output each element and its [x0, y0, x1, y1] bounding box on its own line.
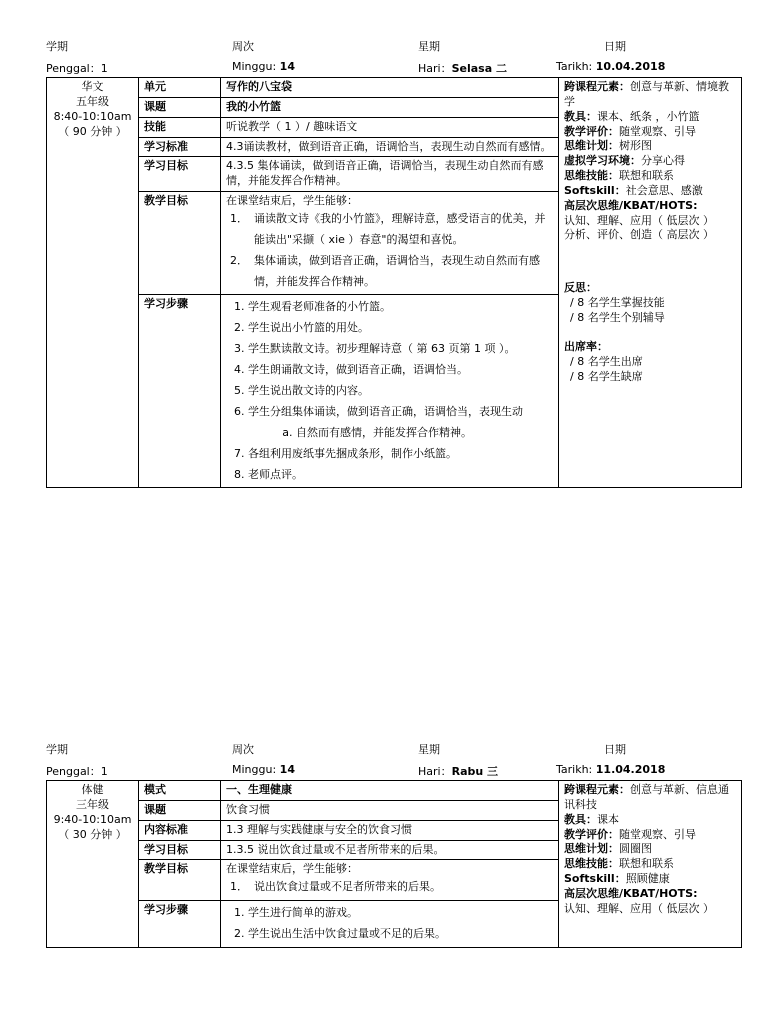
- step-item: 1. 学生进行简单的游戏。: [248, 903, 553, 924]
- attendance-1: / 8 名学生出席: [570, 354, 643, 368]
- step-item: 6. 学生分组集体诵读，做到语音正确，语调恰当，表现生动 a. 自然而有感情，并能发挥合作精神。: [248, 402, 553, 444]
- time-range: 9:40-10:10am: [53, 812, 132, 826]
- lesson-plan-2: [46, 739, 741, 940]
- duration: （ 30 分钟 ）: [58, 827, 127, 841]
- lesson-table: [46, 780, 742, 948]
- standard-label: 学习标准: [139, 137, 221, 157]
- teaching-goal-label: 教学目标: [139, 860, 221, 901]
- date-value: Tarikh: 11.04.2018: [556, 763, 666, 776]
- teaching-goal-item: 2． 集体诵读，做到语音正确，语调恰当，表现生动自然而有感情，并能发挥合作精神。: [230, 253, 540, 288]
- lesson-plan-1: [46, 36, 741, 481]
- objective-label: 学习目标: [139, 840, 221, 860]
- term-value: Penggal：1: [46, 765, 108, 778]
- skill-value: 听说教学（ 1 ）/ 趣味语文: [221, 117, 559, 137]
- step-item: 8. 老师点评。: [248, 465, 553, 486]
- assessment: 教学评价：随堂观察、引导: [564, 124, 696, 138]
- unit-label: 单元: [139, 78, 221, 98]
- day-label: 星期: [418, 743, 440, 756]
- thinking-skill: 思维技能：联想和联系: [564, 169, 674, 183]
- standard-value: 4.3诵读教材，做到语音正确，语调恰当，表现生动自然而有感情。: [221, 137, 559, 157]
- date-value: Tarikh: 10.04.2018: [556, 60, 666, 73]
- mode-label: 模式: [139, 781, 221, 801]
- objective-value: 1.3.5 说出饮食过量或不足者所带来的后果。: [221, 840, 559, 860]
- steps-value: [221, 295, 559, 488]
- cross-curricular: 跨课程元素：创意与革新、情境教学: [564, 80, 729, 108]
- plan-header: [46, 36, 741, 76]
- teaching-goal-value: 在课堂结束后，学生能够： 1． 诵读散文诗《我的小竹篮》，理解诗意，感受语言的优美，并能读出"采撷（ xie ）春意"的渴望和喜悦。 2． 集体诵读，做到语音正确，语调恰当，表现生动自然而有感情，并能发挥合作精神。: [221, 192, 559, 295]
- teaching-aids: 教具：课本、纸条 ，小竹篮: [564, 109, 700, 123]
- duration: （ 90 分钟 ）: [58, 124, 127, 138]
- teaching-goal-item: 1． 说出饮食过量或不足者所带来的后果。: [230, 880, 441, 894]
- side-notes: [559, 781, 742, 948]
- week-label: 周次: [232, 40, 254, 53]
- teaching-goal-label: 教学目标: [139, 192, 221, 295]
- unit-value: 写作的八宝袋: [221, 78, 559, 98]
- subject-cell: [47, 78, 139, 488]
- virtual-env: 虚拟学习环境：分享心得: [564, 154, 685, 168]
- grade: 三年级: [76, 797, 109, 811]
- steps-label: 学习步骤: [139, 901, 221, 948]
- lesson-table: [46, 77, 742, 488]
- reflection-2: / 8 名学生个别辅导: [570, 310, 665, 324]
- step-sub-item: a. 自然而有感情，并能发挥合作精神。: [296, 423, 553, 444]
- semester-label: 学期: [46, 40, 68, 53]
- step-item: 1. 学生观看老师准备的小竹篮。: [248, 297, 553, 318]
- assessment: 教学评价：随堂观察、引导: [564, 827, 696, 841]
- step-item: 2. 学生说出生活中饮食过量或不足的后果。: [248, 924, 553, 945]
- subject-cell: [47, 781, 139, 948]
- objective-label: 学习目标: [139, 157, 221, 192]
- day-value: Hari：Selasa 二: [418, 62, 507, 75]
- step-item: 2. 学生说出小竹篮的用处。: [248, 318, 553, 339]
- hots-low: 认知、理解、应用（ 低层次 ）: [564, 213, 714, 227]
- day-label: 星期: [418, 40, 440, 53]
- date-label: 日期: [604, 743, 626, 756]
- attendance-2: / 8 名学生缺席: [570, 369, 643, 383]
- hots-label: 高层次思维/KBAT/HOTS:: [564, 198, 698, 212]
- topic-label: 课题: [139, 800, 221, 820]
- hots-low: 认知、理解、应用（ 低层次 ）: [564, 901, 714, 915]
- content-standard-label: 内容标准: [139, 820, 221, 840]
- subject-name: 华文: [81, 80, 104, 93]
- thinking-skill: 思维技能：联想和联系: [564, 857, 674, 871]
- step-item: 3. 学生默读散文诗。初步理解诗意（ 第 63 页第 1 项 ）。: [248, 339, 553, 360]
- teaching-aids: 教具：课本: [564, 812, 619, 826]
- grade: 五年级: [76, 94, 109, 108]
- date-label: 日期: [604, 40, 626, 53]
- week-value: Minggu: 14: [232, 60, 295, 73]
- week-label: 周次: [232, 743, 254, 756]
- steps-label: 学习步骤: [139, 295, 221, 488]
- steps-value: [221, 901, 559, 948]
- step-item: 5. 学生说出散文诗的内容。: [248, 381, 553, 402]
- topic-value: 我的小竹篮: [221, 97, 559, 117]
- semester-label: 学期: [46, 743, 68, 756]
- reflection-label: 反思：: [564, 281, 597, 295]
- content-standard-value: 1.3 理解与实践健康与安全的饮食习惯: [221, 820, 559, 840]
- step-item: 7. 各组利用废纸事先捆成条形，制作小纸篮。: [248, 444, 553, 465]
- time-range: 8:40-10:10am: [53, 109, 132, 123]
- term-value: Penggal：1: [46, 62, 108, 75]
- reflection-1: / 8 名学生掌握技能: [570, 296, 665, 310]
- day-value: Hari：Rabu 三: [418, 765, 499, 778]
- side-notes: [559, 78, 742, 488]
- cross-curricular: 跨课程元素：创意与革新、信息通讯科技: [564, 783, 729, 811]
- step-item: 4. 学生朗诵散文诗，做到语音正确，语调恰当。: [248, 360, 553, 381]
- thinking-map: 思维计划：圆圈图: [564, 842, 652, 856]
- objective-value: 4.3.5 集体诵读，做到语音正确，语调恰当，表现生动自然而有感情，并能发挥合作精神。: [221, 157, 559, 192]
- plan-header: [46, 739, 741, 779]
- teaching-goal-item: 1． 诵读散文诗《我的小竹篮》，理解诗意，感受语言的优美，并能读出"采撷（ xie ）春意"的渴望和喜悦。: [230, 211, 546, 246]
- subject-name: 体健: [81, 783, 104, 796]
- topic-label: 课题: [139, 97, 221, 117]
- teaching-goal-value: 在课堂结束后，学生能够： 1． 说出饮食过量或不足者所带来的后果。: [221, 860, 559, 901]
- skill-label: 技能: [139, 117, 221, 137]
- softskill: Softskill：照顾健康: [564, 872, 670, 886]
- attendance-label: 出席率：: [564, 339, 608, 353]
- thinking-map: 思维计划：树形图: [564, 139, 652, 153]
- mode-value: 一、生理健康: [221, 781, 559, 801]
- topic-value: 饮食习惯: [221, 800, 559, 820]
- hots-label: 高层次思维/KBAT/HOTS:: [564, 886, 698, 900]
- hots-high: 分析、评价、创造（ 高层次 ）: [564, 228, 714, 242]
- softskill: Softskill：社会意思、感激: [564, 183, 703, 197]
- week-value: Minggu: 14: [232, 763, 295, 776]
